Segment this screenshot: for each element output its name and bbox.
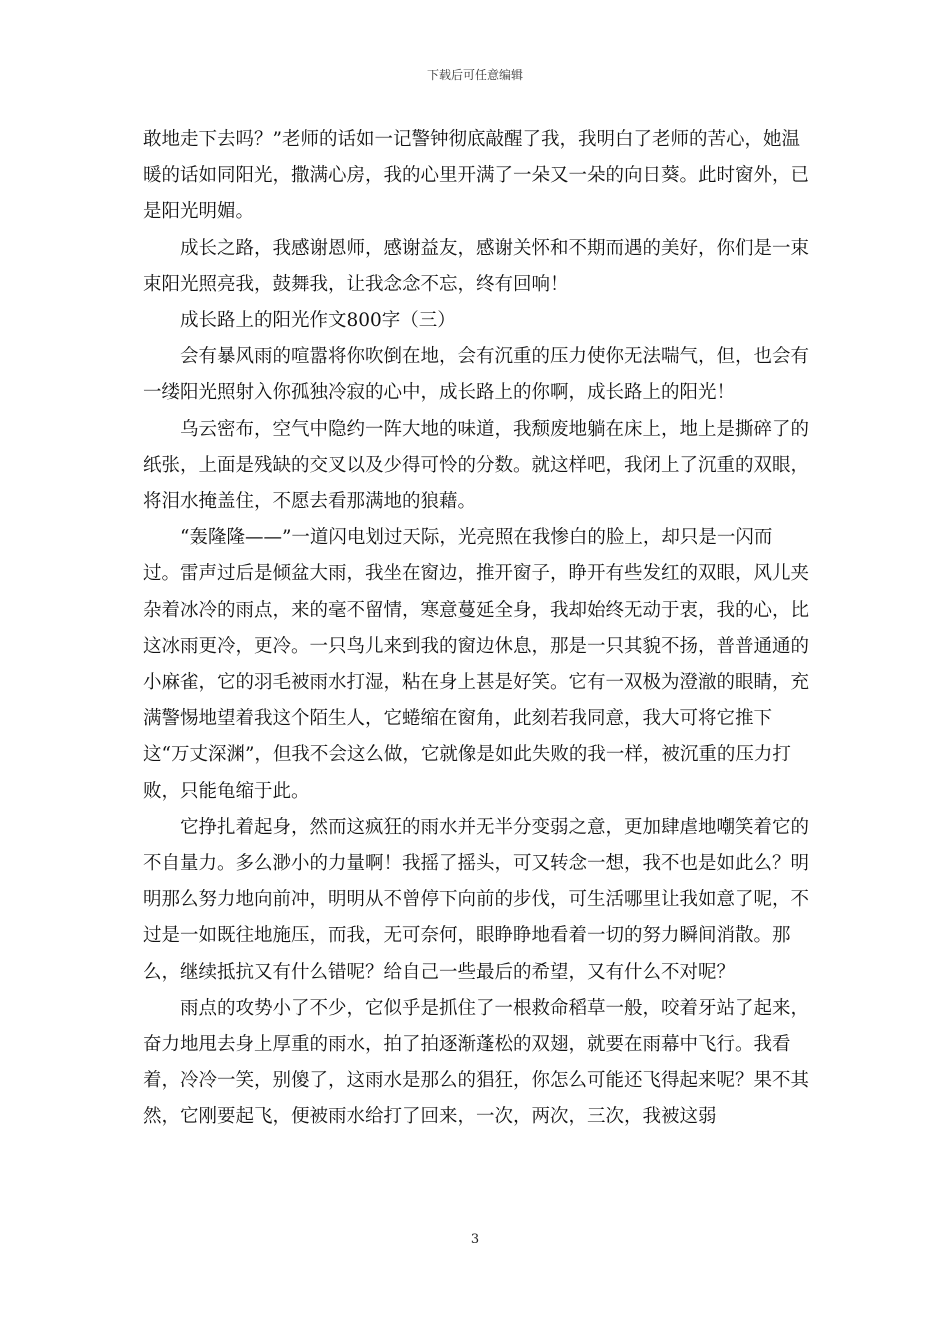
paragraph-continuation: 敢地走下去吗？”老师的话如一记警钟彻底敲醒了我，我明白了老师的苦心，她温暖的话如同阳光，撒满心房，我的心里开满了一朵又一朵的向日葵。此时窗外，已是阳光明媚。	[143, 129, 810, 223]
paragraph-gratitude: 成长之路，我感谢恩师，感谢益友，感谢关怀和不期而遇的美好，你们是一束束阳光照亮我，鼓舞我，让我念念不忘，终有回响！	[143, 237, 810, 295]
paragraph-struggle: 它挣扎着起身，然而这疯狂的雨水并无半分变弱之意，更加肆虐地嘲笑着它的不自量力。多么渺小的力量啊！我摇了摇头，可又转念一想，我不也是如此么？明明那么努力地向前冲，明明从不曾停下向前的步伐，可生活哪里让我如意了呢，不过是一如既往地施压，而我，无可奈何，眼睁睁地看着一切的努力瞬间消散。那么，继续抵抗又有什么错呢？给自己一些最后的希望，又有什么不对呢？	[143, 816, 810, 983]
paragraph-rain: 雨点的攻势小了不少，它似乎是抓住了一根救命稻草一般，咬着牙站了起来，奋力地甩去身上厚重的雨水，拍了拍逐渐蓬松的双翅，就要在雨幕中飞行。我看着，冷冷一笑，别傻了，这雨水是那么的猖狂，你怎么可能还飞得起来呢？果不其然，它刚要起飞，便被雨水给打了回来，一次，两次，三次，我被这弱	[143, 997, 810, 1128]
essay-title: 成长路上的阳光作文800字（三）	[143, 310, 456, 332]
paragraph-thunder: “轰隆隆——”一道闪电划过天际，光亮照在我惨白的脸上，却只是一闪而过。雷声过后是倾盆大雨，我坐在窗边，推开窗子，睁开有些发红的双眼，风儿夹杂着冰冷的雨点，来的毫不留情，寒意蔓延全身，我却始终无动于衷，我的心，比这冰雨更冷，更冷。一只鸟儿来到我的窗边休息，那是一只其貌不扬，普普通通的小麻雀，它的羽毛被雨水打湿，粘在身上甚是好笑。它有一双极为澄澈的眼睛，充满警惕地望着我这个陌生人，它蜷缩在窗角，此刻若我同意，我大可将它推下这“万丈深渊”，但我不会这么做，它就像是如此失败的我一样，被沉重的压力打败，只能龟缩于此。	[143, 527, 810, 802]
document-body	[143, 122, 809, 1136]
page-header: 下载后可任意编辑	[426, 68, 523, 82]
page-number: 3	[470, 1232, 480, 1247]
paragraph-intro: 会有暴风雨的喧嚣将你吹倒在地，会有沉重的压力使你无法喘气，但，也会有一缕阳光照射入你孤独冷寂的心中，成长路上的你啊，成长路上的阳光！	[143, 346, 810, 404]
paragraph-clouds: 乌云密布，空气中隐约一阵大地的味道，我颓废地躺在床上，地上是撕碎了的纸张，上面是残缺的交叉以及少得可怜的分数。就这样吧，我闭上了沉重的双眼，将泪水掩盖住，不愿去看那满地的狼藉。	[143, 418, 810, 513]
